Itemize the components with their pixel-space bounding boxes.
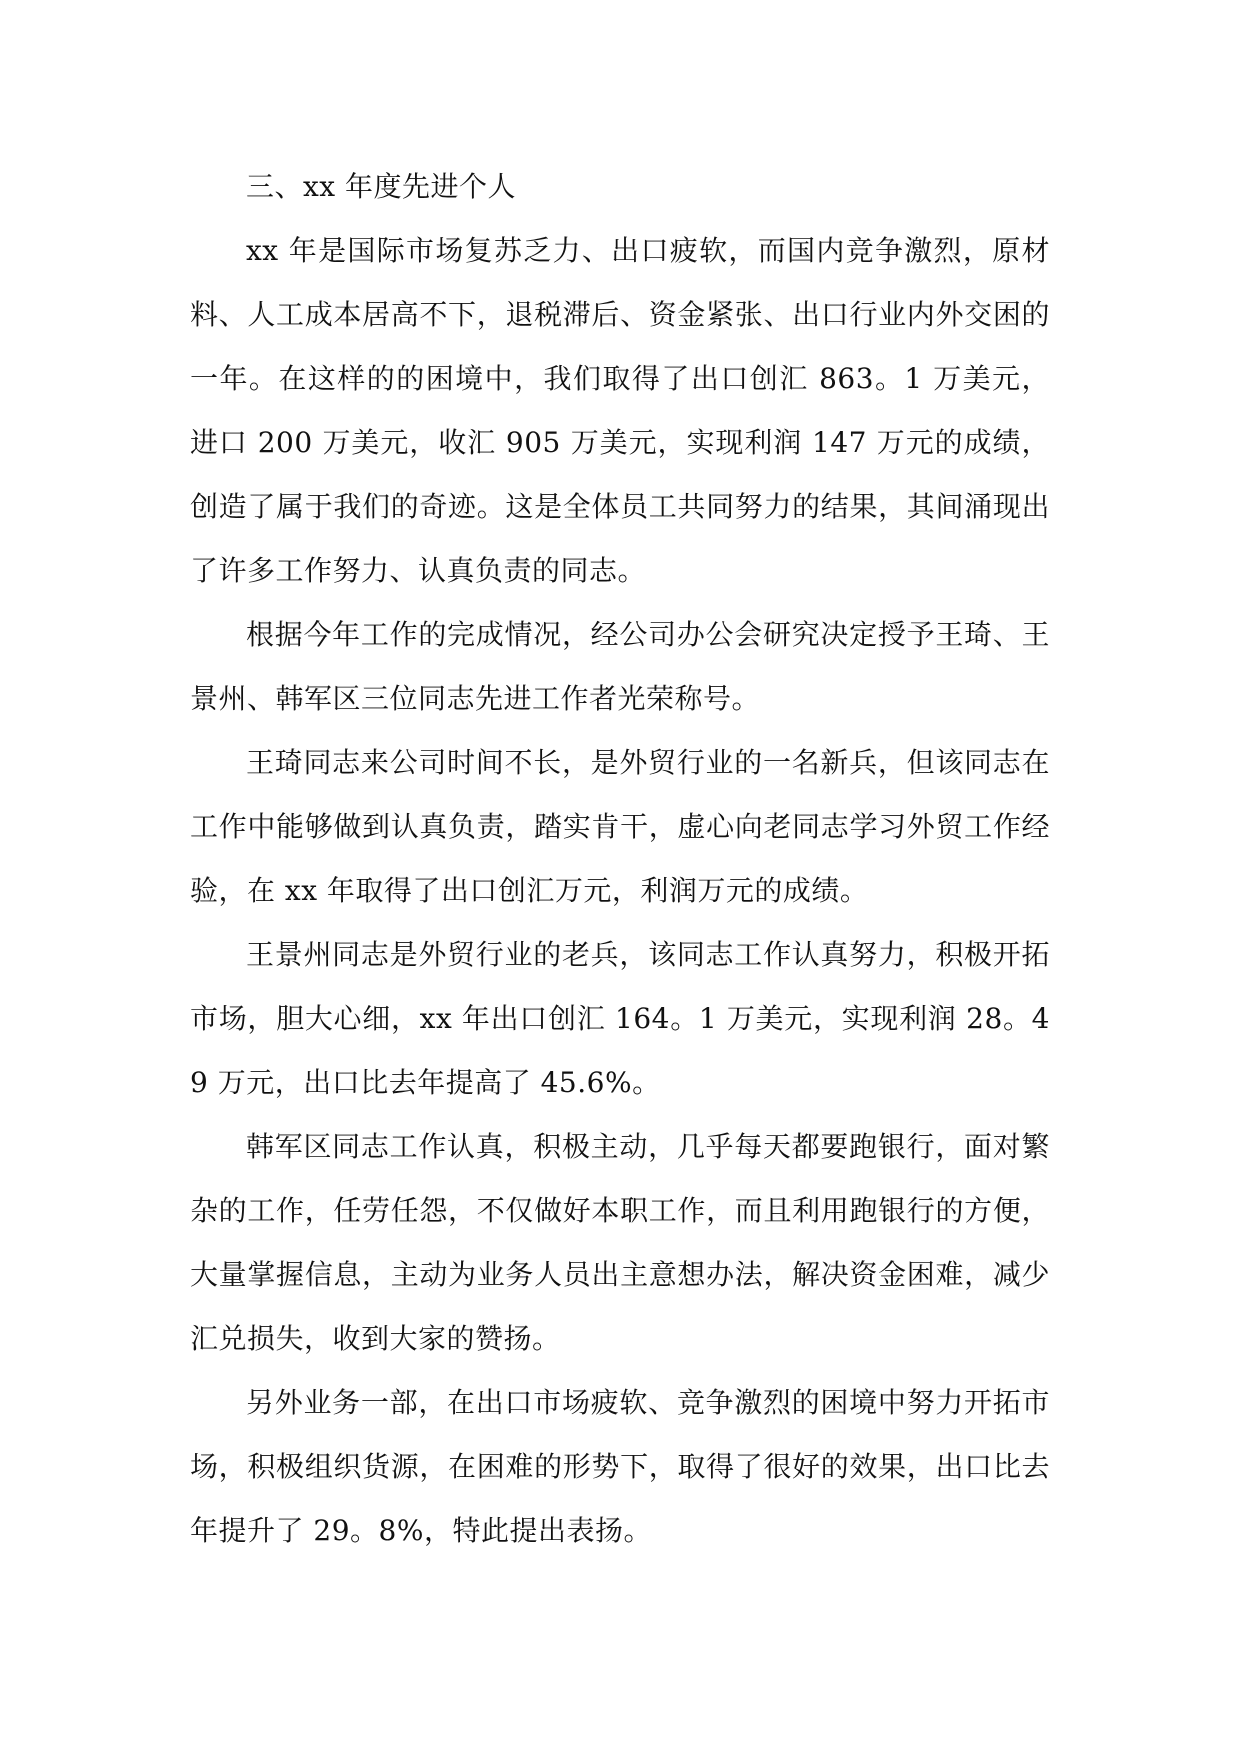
document-body	[190, 155, 1050, 1563]
paragraph-wang-qi: 王琦同志来公司时间不长，是外贸行业的一名新兵，但该同志在工作中能够做到认真负责，踏实肯干，虚心向老同志学习外贸工作经验，在 xx 年取得了出口创汇万元，利润万元的成绩。	[190, 746, 1050, 907]
paragraph-business-dept: 另外业务一部，在出口市场疲软、竞争激烈的困境中努力开拓市场，积极组织货源，在困难的形势下，取得了很好的效果，出口比去年提升了 29。8%，特此提出表扬。	[190, 1386, 1050, 1547]
paragraph-overview: xx 年是国际市场复苏乏力、出口疲软，而国内竞争激烈，原材料、人工成本居高不下，退税滞后、资金紧张、出口行业内外交困的一年。在这样的的困境中，我们取得了出口创汇 863。1 万美元，进口 200 万美元，收汇 905 万美元，实现利润 147 万元的成绩，创造了属于我们的奇迹。这是全体员工共同努力的结果，其间涌现出了许多工作努力、认真负责的同志。	[190, 234, 1050, 587]
section-heading: 三、xx 年度先进个人	[246, 170, 516, 203]
paragraph-wang-jingzhou: 王景州同志是外贸行业的老兵，该同志工作认真努力，积极开拓市场，胆大心细，xx 年出口创汇 164。1 万美元，实现利润 28。49 万元，出口比去年提高了 45.6%。	[190, 938, 1050, 1099]
paragraph-decision: 根据今年工作的完成情况，经公司办公会研究决定授予王琦、王景州、韩军区三位同志先进工作者光荣称号。	[190, 618, 1050, 715]
paragraph-han-junqu: 韩军区同志工作认真，积极主动，几乎每天都要跑银行，面对繁杂的工作，任劳任怨，不仅做好本职工作，而且利用跑银行的方便，大量掌握信息，主动为业务人员出主意想办法，解决资金困难，减少汇兑损失，收到大家的赞扬。	[190, 1130, 1050, 1355]
